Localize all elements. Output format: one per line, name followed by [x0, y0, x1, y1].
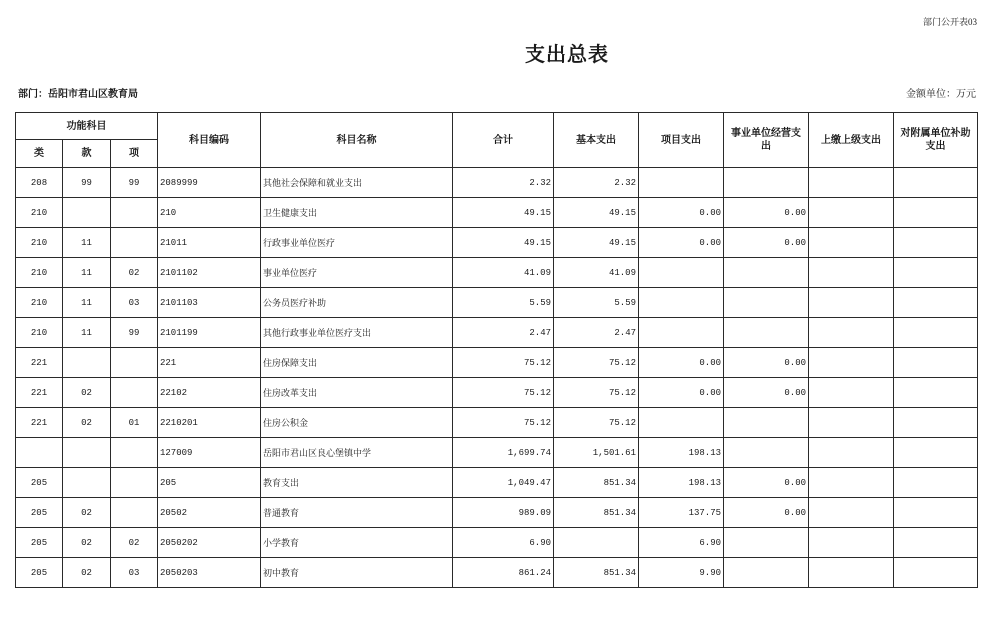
- cell-xiang: 03: [111, 558, 158, 588]
- cell-upper-level-expenditure: [809, 168, 894, 198]
- table-row: [16, 258, 978, 288]
- cell-project-expenditure: 6.90: [639, 528, 724, 558]
- cell-lei: 210: [16, 288, 63, 318]
- cell-business-expenditure: [724, 438, 809, 468]
- cell-basic-expenditure: 75.12: [554, 408, 639, 438]
- cell-upper-level-expenditure: [809, 348, 894, 378]
- cell-kuan: [63, 468, 111, 498]
- table-header: [16, 113, 978, 168]
- cell-project-expenditure: 0.00: [639, 348, 724, 378]
- header-project-expenditure: 项目支出: [639, 113, 724, 168]
- table-row: [16, 348, 978, 378]
- cell-subsidy-expenditure: [894, 408, 978, 438]
- cell-xiang: 01: [111, 408, 158, 438]
- cell-xiang: [111, 498, 158, 528]
- cell-project-expenditure: [639, 168, 724, 198]
- cell-subject-code: 20502: [158, 498, 261, 528]
- cell-lei: [16, 438, 63, 468]
- cell-basic-expenditure: 41.09: [554, 258, 639, 288]
- header-basic-expenditure: 基本支出: [554, 113, 639, 168]
- table-row: [16, 438, 978, 468]
- cell-project-expenditure: [639, 258, 724, 288]
- cell-total: 861.24: [453, 558, 554, 588]
- cell-business-expenditure: [724, 558, 809, 588]
- cell-xiang: [111, 348, 158, 378]
- cell-business-expenditure: [724, 408, 809, 438]
- cell-kuan: 02: [63, 498, 111, 528]
- header-xiang: 项: [111, 140, 158, 168]
- cell-xiang: 02: [111, 258, 158, 288]
- cell-project-expenditure: 198.13: [639, 468, 724, 498]
- cell-subject-code: 221: [158, 348, 261, 378]
- cell-subject-name: 其他行政事业单位医疗支出: [261, 318, 453, 348]
- cell-lei: 205: [16, 498, 63, 528]
- cell-business-expenditure: 0.00: [724, 348, 809, 378]
- table-body: [16, 168, 978, 588]
- cell-xiang: 99: [111, 168, 158, 198]
- cell-basic-expenditure: 2.32: [554, 168, 639, 198]
- cell-subject-name: 初中教育: [261, 558, 453, 588]
- table-row: [16, 228, 978, 258]
- cell-lei: 205: [16, 468, 63, 498]
- cell-subject-code: 205: [158, 468, 261, 498]
- cell-subject-name: 岳阳市君山区良心堡镇中学: [261, 438, 453, 468]
- cell-xiang: [111, 198, 158, 228]
- cell-subject-name: 小学教育: [261, 528, 453, 558]
- cell-subject-code: 2101103: [158, 288, 261, 318]
- cell-lei: 221: [16, 378, 63, 408]
- table-row: [16, 378, 978, 408]
- page-title: 支出总表: [525, 44, 609, 66]
- cell-upper-level-expenditure: [809, 318, 894, 348]
- cell-upper-level-expenditure: [809, 258, 894, 288]
- cell-upper-level-expenditure: [809, 288, 894, 318]
- cell-total: 49.15: [453, 198, 554, 228]
- cell-lei: 205: [16, 528, 63, 558]
- cell-subsidy-expenditure: [894, 468, 978, 498]
- cell-project-expenditure: 137.75: [639, 498, 724, 528]
- cell-business-expenditure: 0.00: [724, 468, 809, 498]
- cell-kuan: [63, 438, 111, 468]
- cell-subject-code: 2050203: [158, 558, 261, 588]
- cell-total: 989.09: [453, 498, 554, 528]
- cell-kuan: 02: [63, 378, 111, 408]
- cell-kuan: 99: [63, 168, 111, 198]
- cell-subsidy-expenditure: [894, 348, 978, 378]
- amount-unit-label: 金额单位：: [906, 89, 956, 100]
- cell-total: 2.47: [453, 318, 554, 348]
- cell-lei: 221: [16, 348, 63, 378]
- cell-total: 6.90: [453, 528, 554, 558]
- header-subsidy-expenditure: 对附属单位补助支出: [894, 113, 978, 168]
- cell-project-expenditure: 0.00: [639, 198, 724, 228]
- cell-upper-level-expenditure: [809, 558, 894, 588]
- cell-subject-name: 住房公积金: [261, 408, 453, 438]
- cell-total: 49.15: [453, 228, 554, 258]
- cell-project-expenditure: 9.90: [639, 558, 724, 588]
- table-row: [16, 468, 978, 498]
- amount-unit-info: [906, 89, 976, 101]
- cell-basic-expenditure: 851.34: [554, 498, 639, 528]
- cell-basic-expenditure: [554, 528, 639, 558]
- cell-project-expenditure: 0.00: [639, 228, 724, 258]
- cell-kuan: 02: [63, 528, 111, 558]
- cell-subsidy-expenditure: [894, 438, 978, 468]
- cell-subsidy-expenditure: [894, 558, 978, 588]
- table-row: [16, 498, 978, 528]
- department-info: [18, 89, 138, 101]
- cell-subject-code: 2101102: [158, 258, 261, 288]
- cell-total: 1,699.74: [453, 438, 554, 468]
- cell-basic-expenditure: 2.47: [554, 318, 639, 348]
- cell-kuan: 11: [63, 258, 111, 288]
- cell-upper-level-expenditure: [809, 498, 894, 528]
- cell-total: 41.09: [453, 258, 554, 288]
- cell-subject-name: 卫生健康支出: [261, 198, 453, 228]
- cell-subsidy-expenditure: [894, 498, 978, 528]
- cell-business-expenditure: [724, 528, 809, 558]
- cell-basic-expenditure: 851.34: [554, 468, 639, 498]
- cell-business-expenditure: [724, 318, 809, 348]
- cell-upper-level-expenditure: [809, 438, 894, 468]
- department-name: 岳阳市君山区教育局: [48, 89, 138, 100]
- cell-upper-level-expenditure: [809, 528, 894, 558]
- expenditure-table: [15, 112, 978, 588]
- table-row: [16, 198, 978, 228]
- cell-basic-expenditure: 75.12: [554, 378, 639, 408]
- form-number: 部门公开表03: [922, 17, 977, 27]
- cell-business-expenditure: 0.00: [724, 198, 809, 228]
- cell-basic-expenditure: 5.59: [554, 288, 639, 318]
- cell-business-expenditure: [724, 258, 809, 288]
- cell-xiang: [111, 468, 158, 498]
- cell-upper-level-expenditure: [809, 408, 894, 438]
- cell-business-expenditure: 0.00: [724, 378, 809, 408]
- cell-subject-code: 21011: [158, 228, 261, 258]
- cell-kuan: [63, 348, 111, 378]
- cell-xiang: [111, 438, 158, 468]
- header-subject-name: 科目名称: [261, 113, 453, 168]
- cell-business-expenditure: [724, 288, 809, 318]
- cell-subsidy-expenditure: [894, 528, 978, 558]
- cell-subsidy-expenditure: [894, 378, 978, 408]
- cell-business-expenditure: 0.00: [724, 228, 809, 258]
- cell-xiang: [111, 378, 158, 408]
- cell-kuan: [63, 198, 111, 228]
- cell-kuan: 02: [63, 408, 111, 438]
- cell-xiang: 99: [111, 318, 158, 348]
- cell-total: 5.59: [453, 288, 554, 318]
- cell-xiang: 03: [111, 288, 158, 318]
- cell-xiang: [111, 228, 158, 258]
- cell-business-expenditure: [724, 168, 809, 198]
- cell-business-expenditure: 0.00: [724, 498, 809, 528]
- cell-upper-level-expenditure: [809, 468, 894, 498]
- cell-subject-code: 22102: [158, 378, 261, 408]
- amount-unit-value: 万元: [956, 89, 976, 100]
- cell-lei: 210: [16, 198, 63, 228]
- cell-project-expenditure: 198.13: [639, 438, 724, 468]
- header-row-top: [16, 113, 978, 140]
- cell-subject-code: 2050202: [158, 528, 261, 558]
- table-row: [16, 558, 978, 588]
- header-lei: 类: [16, 140, 63, 168]
- cell-subject-name: 住房保障支出: [261, 348, 453, 378]
- cell-project-expenditure: [639, 408, 724, 438]
- cell-subject-name: 住房改革支出: [261, 378, 453, 408]
- cell-lei: 205: [16, 558, 63, 588]
- cell-basic-expenditure: 1,501.61: [554, 438, 639, 468]
- cell-subject-code: 2089999: [158, 168, 261, 198]
- department-label: 部门：: [18, 89, 48, 100]
- header-subject-code: 科目编码: [158, 113, 261, 168]
- cell-lei: 210: [16, 258, 63, 288]
- table-row: [16, 528, 978, 558]
- cell-subsidy-expenditure: [894, 228, 978, 258]
- table-row: [16, 168, 978, 198]
- table-row: [16, 318, 978, 348]
- cell-upper-level-expenditure: [809, 228, 894, 258]
- cell-subject-name: 普通教育: [261, 498, 453, 528]
- header-business-expenditure: 事业单位经营支出: [724, 113, 809, 168]
- cell-subject-name: 公务员医疗补助: [261, 288, 453, 318]
- cell-kuan: 11: [63, 228, 111, 258]
- cell-subject-code: 127009: [158, 438, 261, 468]
- cell-lei: 221: [16, 408, 63, 438]
- cell-kuan: 11: [63, 318, 111, 348]
- table-row: [16, 408, 978, 438]
- cell-subsidy-expenditure: [894, 318, 978, 348]
- cell-kuan: 11: [63, 288, 111, 318]
- cell-subsidy-expenditure: [894, 258, 978, 288]
- table-row: [16, 288, 978, 318]
- cell-subject-name: 行政事业单位医疗: [261, 228, 453, 258]
- cell-project-expenditure: [639, 318, 724, 348]
- cell-total: 75.12: [453, 348, 554, 378]
- cell-total: 75.12: [453, 378, 554, 408]
- cell-lei: 208: [16, 168, 63, 198]
- cell-subject-name: 其他社会保障和就业支出: [261, 168, 453, 198]
- cell-subsidy-expenditure: [894, 288, 978, 318]
- header-total: 合计: [453, 113, 554, 168]
- cell-project-expenditure: [639, 288, 724, 318]
- cell-lei: 210: [16, 318, 63, 348]
- cell-basic-expenditure: 49.15: [554, 198, 639, 228]
- cell-basic-expenditure: 49.15: [554, 228, 639, 258]
- cell-subject-name: 事业单位医疗: [261, 258, 453, 288]
- cell-total: 75.12: [453, 408, 554, 438]
- cell-subject-name: 教育支出: [261, 468, 453, 498]
- header-upper-level-expenditure: 上缴上级支出: [809, 113, 894, 168]
- cell-subject-code: 210: [158, 198, 261, 228]
- cell-basic-expenditure: 75.12: [554, 348, 639, 378]
- cell-xiang: 02: [111, 528, 158, 558]
- cell-basic-expenditure: 851.34: [554, 558, 639, 588]
- cell-subsidy-expenditure: [894, 198, 978, 228]
- cell-lei: 210: [16, 228, 63, 258]
- cell-total: 1,049.47: [453, 468, 554, 498]
- cell-total: 2.32: [453, 168, 554, 198]
- header-functional-subject: 功能科目: [16, 113, 158, 140]
- header-kuan: 款: [63, 140, 111, 168]
- cell-kuan: 02: [63, 558, 111, 588]
- cell-upper-level-expenditure: [809, 198, 894, 228]
- cell-subsidy-expenditure: [894, 168, 978, 198]
- cell-subject-code: 2210201: [158, 408, 261, 438]
- cell-subject-code: 2101199: [158, 318, 261, 348]
- cell-project-expenditure: 0.00: [639, 378, 724, 408]
- cell-upper-level-expenditure: [809, 378, 894, 408]
